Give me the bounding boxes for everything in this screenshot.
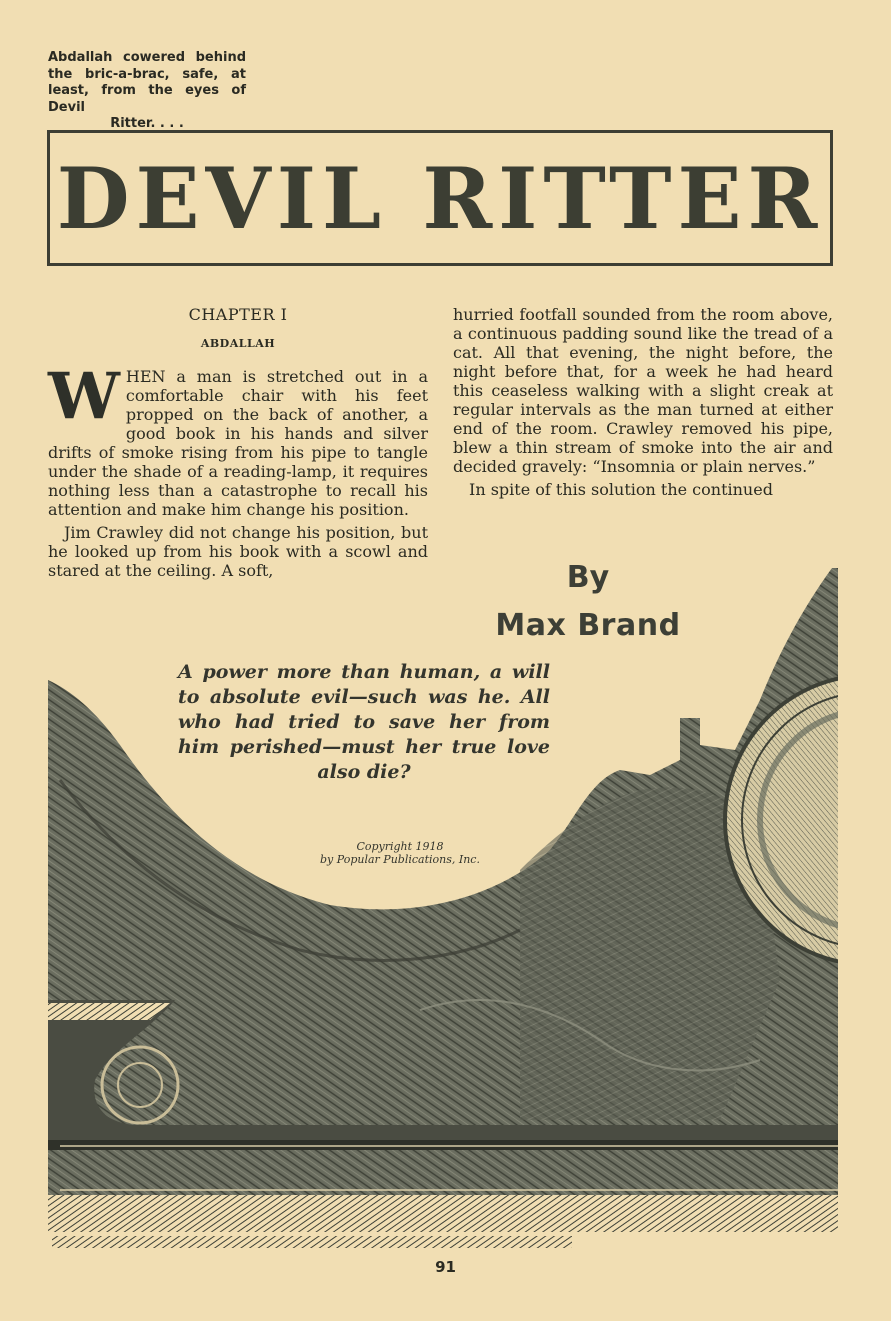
drop-cap-letter: W [48,359,120,434]
story-teaser: A power more than human, a will to absolute evil—such was he. All who had tried to save her from him perished—must her true love also die? [178,661,550,783]
chapter-heading: CHAPTER I [188,305,288,324]
third-paragraph: In spite of this solution the continued [469,480,773,499]
byline [468,558,708,654]
copyright-line-1: Copyright 1918 [356,840,444,853]
copyright-notice [290,840,510,866]
caption-last-line: Ritter. . . . [110,116,184,131]
second-paragraph-continued: hurried footfall sounded from the room above, a continuous padding sound like the tread of a cat. All that evening, the night before, the night before that, for a week he had heard this ceaseless walking with a slight creak at regular intervals as the man turned at either end of the room. Crawley removed his pipe, blew a thin stream of smoke into the air and decided gravely: “Insomnia or plain nerves.” [453,305,833,476]
page-number: 91 [435,1258,456,1276]
caption-text: Abdallah cowered behind the bric-a-brac, safe, at least, from the eyes of Devil [48,50,246,115]
chapter-subtitle: ABDALLAH [200,337,276,350]
opening-paragraph-text: HEN a man is stretched out in a comfortable chair with his feet propped on the back of another, a good book in his hands and silver drifts of smoke rising from his pipe to tangle under the shade of a reading-lamp, it requires nothing less than a catastrophe to recall his attention and make him change his position. [48,367,428,519]
copyright-line-2: by Popular Publications, Inc. [320,853,480,866]
story-title: DEVIL RITTER [56,149,824,248]
bottom-hatched-rule [52,1236,572,1248]
byline-by: By [566,560,610,595]
author-name: Max Brand [495,608,681,643]
second-paragraph: Jim Crawley did not change his position, but he looked up from his book with a scowl and stared at the ceiling. A soft, [48,523,428,580]
